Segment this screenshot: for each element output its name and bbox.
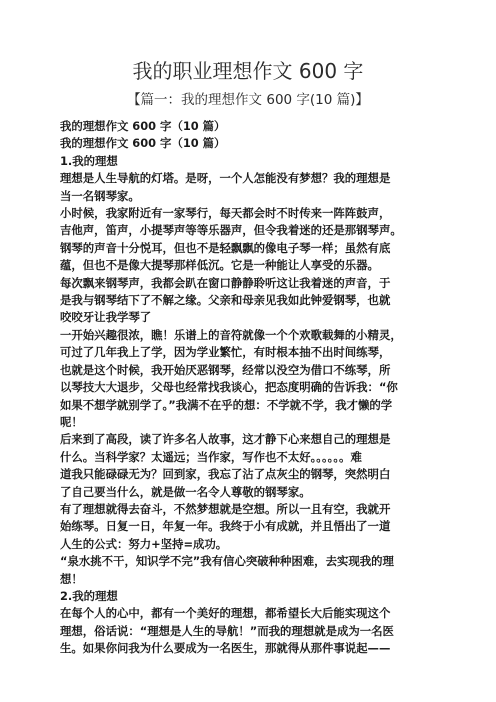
- text-line: 我的理想作文 600 字（10 篇）: [60, 136, 226, 151]
- text-line: 生。如果你问我为什么要成为一名医生，那就得从那件事说起——: [60, 641, 391, 656]
- text-line: 可过了几年我上了学，因为学业繁忙，有时根本抽不出时间练琴，: [60, 345, 391, 360]
- document-body: [60, 118, 440, 658]
- text-line: 吉他声，笛声，小提琴声等等乐器声，但令我着迷的还是那钢琴声。: [60, 223, 402, 238]
- text-line: 蕴，但也不是像大提琴那样低沉。它是一种能让人享受的乐器。: [60, 258, 379, 273]
- text-line: 在每个人的心中，都有一个美好的理想，都希望长大后能实现这个: [60, 606, 391, 621]
- text-line: 了自己要当什么，就是做一名令人尊敬的钢琴家。: [60, 484, 311, 499]
- text-line: 是我与钢琴结下了不解之缘。父亲和母亲见我如此钟爱钢琴，也就: [60, 293, 391, 308]
- text-line: 理想是人生导航的灯塔。是呀，一个人怎能没有梦想？我的理想是: [60, 171, 391, 186]
- document-title: 我的职业理想作文 600 字: [132, 59, 364, 83]
- document-subtitle: 【篇一：我的理想作文 600 字(10 篇)】: [127, 92, 369, 108]
- text-line: 如果不想学就别学了。”我满不在乎的想：不学就不学，我才懒的学: [60, 397, 393, 412]
- text-line: 后来到了高段，读了许多名人故事，这才静下心来想自己的理想是: [60, 432, 391, 447]
- text-line: 每次飘来钢琴声，我都会趴在窗口静静聆听这让我着迷的声音，于: [60, 275, 391, 290]
- text-line: 钢琴的声音十分悦耳，但也不是轻飘飘的像电子琴一样；虽然有底: [60, 240, 391, 255]
- text-line: 想！: [60, 571, 83, 586]
- text-line: “泉水挑不干，知识学不完”我有信心突破种种困难，去实现我的理: [60, 554, 394, 569]
- text-line: 道我只能碌碌无为？回到家，我忘了沾了点灰尘的钢琴，突然明白: [60, 467, 391, 482]
- section-heading: 1.我的理想: [60, 153, 118, 168]
- text-line: 当一名钢琴家。: [60, 188, 140, 203]
- text-line: 咬咬牙让我学琴了: [60, 310, 152, 325]
- text-line: 一开始兴趣很浓，瞧！乐谱上的音符就像一个个欢歌载舞的小精灵，: [60, 327, 402, 342]
- text-line: 以琴技大大退步，父母也经常找我谈心，把态度明确的告诉我：“你: [60, 380, 398, 395]
- text-line: 什么。当科学家？太遥远；当作家，写作也不太好。。。。。。难: [60, 449, 362, 464]
- text-line: 我的理想作文 600 字（10 篇）: [60, 119, 226, 133]
- text-line: 理想，俗话说：“理想是人生的导航！”而我的理想就是成为一名医: [60, 623, 394, 638]
- text-line: 有了理想就得去奋斗，不然梦想就是空想。所以一且有空，我就开: [60, 501, 391, 516]
- text-line: 始练琴。日复一日，年复一年。我终于小有成就，并且悟出了一道: [60, 519, 391, 534]
- text-line: 人生的公式：努力+坚持=成功。: [60, 536, 228, 551]
- text-line: 呢！: [60, 414, 83, 429]
- text-line: 也就是这个时候，我开始厌恶钢琴，经常以没空为借口不练琴，所: [60, 362, 391, 377]
- text-line: 小时候，我家附近有一家琴行，每天都会时不时传来一阵阵鼓声，: [60, 206, 391, 221]
- section-heading: 2.我的理想: [60, 588, 118, 603]
